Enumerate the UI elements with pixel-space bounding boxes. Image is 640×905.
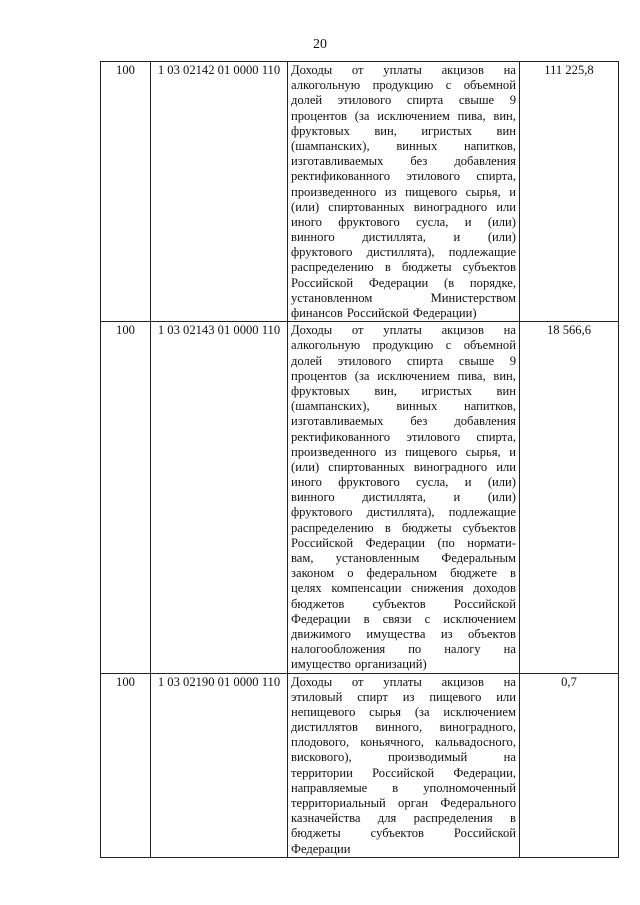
- word: игристых: [421, 383, 473, 398]
- word: произведенного: [291, 184, 377, 199]
- word: процентов: [291, 368, 347, 383]
- description-line: [291, 475, 516, 490]
- description-line: [291, 781, 516, 796]
- word: Доходы: [291, 63, 333, 77]
- word: этилового: [406, 429, 460, 444]
- amount-cell: 18 566,6: [520, 322, 619, 673]
- word: подлежащие: [448, 505, 516, 520]
- word: субъектов: [372, 596, 426, 611]
- word: на: [503, 674, 516, 689]
- word: Доходы: [291, 674, 333, 689]
- word: этилового: [406, 169, 460, 184]
- word: Федерации: [291, 841, 351, 856]
- word: Министерством: [430, 290, 516, 305]
- word: с: [445, 78, 452, 93]
- word: фруктового: [291, 505, 353, 520]
- description-line: [291, 826, 516, 841]
- word: вин,: [374, 123, 397, 138]
- word: Федерации,: [453, 765, 516, 780]
- description-line: [291, 169, 516, 184]
- word: пищевого: [405, 184, 458, 199]
- revenue-name-cell: [288, 62, 520, 322]
- word: бюджетов: [291, 596, 345, 611]
- word: вин: [496, 123, 516, 138]
- description-line: [291, 200, 516, 215]
- word: исключением: [443, 704, 516, 719]
- word: уплаты: [383, 674, 422, 689]
- word: в: [392, 780, 399, 795]
- word: распределению: [291, 260, 374, 275]
- amount-cell: 0,7: [520, 673, 619, 857]
- word: бюджеты: [401, 260, 452, 275]
- word: исключением: [377, 108, 450, 123]
- word: вин,: [493, 108, 516, 123]
- word: (в: [444, 275, 455, 290]
- word: дистиллята),: [366, 505, 435, 520]
- description-line: [291, 369, 516, 384]
- word: (за: [354, 368, 370, 383]
- description-line: [291, 842, 516, 857]
- word: организаций): [354, 657, 427, 672]
- word: продукцию: [372, 78, 434, 93]
- word: бюджеты: [401, 520, 452, 535]
- word: сырья,: [465, 184, 501, 199]
- description-line: [291, 627, 516, 642]
- word: спирт: [357, 689, 388, 704]
- word: игристых: [421, 123, 473, 138]
- word: виноградного: [413, 199, 488, 214]
- word: 9: [509, 93, 516, 108]
- description-line: [291, 750, 516, 765]
- word: из: [384, 444, 397, 459]
- description-line: [291, 597, 516, 612]
- word: дистиллятов: [291, 720, 358, 735]
- word: плодового,: [291, 735, 350, 750]
- word: в: [510, 811, 516, 826]
- word: нормати-: [467, 535, 516, 550]
- description-line: [291, 323, 516, 338]
- word: Российской: [346, 306, 409, 320]
- word: и: [509, 444, 516, 459]
- word: этилового: [337, 93, 392, 108]
- word: из: [440, 626, 453, 641]
- description-line: [291, 720, 516, 735]
- description-line: [291, 690, 516, 705]
- word: алкогольную: [291, 338, 361, 353]
- word: виноградного: [413, 459, 488, 474]
- word: движимого: [291, 626, 351, 641]
- word: из: [402, 689, 415, 704]
- word: вин,: [493, 368, 516, 383]
- description-line: [291, 154, 516, 169]
- word: непищевого: [291, 704, 356, 719]
- word: фруктовых: [291, 383, 350, 398]
- word: (за: [414, 704, 430, 719]
- word: винного: [291, 490, 335, 505]
- word: казначейства: [291, 811, 361, 826]
- admin-code-cell: 100: [101, 673, 151, 857]
- description-line: [291, 93, 516, 108]
- word: компенсации: [331, 581, 402, 596]
- description-line: [291, 657, 516, 672]
- word: или: [496, 199, 516, 214]
- word: фруктового: [338, 475, 400, 490]
- word: винного,: [375, 720, 423, 735]
- word: уплаты: [383, 323, 422, 338]
- word: в: [384, 520, 391, 535]
- description-line: [291, 414, 516, 429]
- amount-cell: 111 225,8: [520, 62, 619, 322]
- word: сырья,: [465, 444, 501, 459]
- word: имущества: [366, 626, 426, 641]
- word: акцизов: [441, 323, 484, 338]
- word: на: [503, 750, 516, 765]
- description-line: [291, 139, 516, 154]
- word: Российской: [453, 826, 516, 841]
- word: и: [464, 214, 472, 229]
- word: субъектов: [462, 260, 516, 275]
- word: вин: [496, 383, 516, 398]
- description-line: [291, 766, 516, 781]
- word: налогообложения: [291, 642, 386, 657]
- word: (шампанских),: [291, 399, 370, 414]
- kbk-code-cell: 1 03 02142 01 0000 110: [151, 62, 288, 322]
- table-row: [101, 673, 619, 857]
- word: производимый: [388, 750, 468, 765]
- word: для: [377, 811, 397, 826]
- word: и: [509, 184, 516, 199]
- word: федеральном: [366, 566, 437, 581]
- word: долей: [291, 353, 323, 368]
- word: установленным: [335, 551, 420, 565]
- word: объемной: [463, 338, 516, 353]
- word: исключением: [443, 611, 516, 626]
- word: пива,: [457, 368, 486, 383]
- word: фруктового: [291, 245, 353, 260]
- revenue-table: [100, 61, 619, 858]
- word: (шампанских),: [291, 138, 370, 153]
- word: законом: [291, 566, 335, 581]
- word: и: [453, 490, 461, 505]
- word: спиртованных: [328, 199, 405, 214]
- description-line: [291, 430, 516, 445]
- word: от: [351, 323, 364, 338]
- kbk-code-cell: 1 03 02143 01 0000 110: [151, 322, 288, 673]
- description-line: [291, 230, 516, 245]
- word: дистиллята,: [362, 230, 426, 245]
- description-line: [291, 612, 516, 627]
- word: (или): [487, 475, 516, 490]
- word: без: [410, 154, 428, 169]
- word: в: [510, 566, 516, 581]
- word: фруктового: [338, 214, 400, 229]
- word: Федерации): [412, 306, 477, 320]
- word: Федерации: [368, 275, 429, 290]
- description-line: [291, 460, 516, 475]
- word: связи: [382, 611, 412, 626]
- word: произведенного: [291, 444, 377, 459]
- word: винного: [291, 230, 335, 245]
- word: территориальный: [291, 796, 386, 810]
- description-line: [291, 735, 516, 750]
- word: Федеральным: [441, 551, 516, 565]
- word: пива,: [457, 108, 486, 123]
- word: сусла,: [416, 475, 449, 490]
- word: бюджете: [450, 566, 497, 581]
- word: спирта,: [476, 169, 516, 184]
- word: сырья: [369, 704, 402, 719]
- word: на: [503, 323, 516, 338]
- word: 9: [509, 353, 516, 368]
- word: о: [347, 566, 354, 581]
- description-line: [291, 796, 516, 811]
- word: добавления: [454, 414, 516, 429]
- word: (или): [291, 459, 320, 474]
- word: с: [424, 611, 431, 626]
- word: имущество: [291, 657, 351, 672]
- word: бюджеты: [291, 826, 341, 841]
- word: добавления: [454, 154, 516, 169]
- word: уполномоченный: [423, 780, 516, 795]
- word: вин,: [374, 383, 397, 398]
- description-line: [291, 675, 516, 690]
- word: Российской: [291, 275, 354, 290]
- description-line: [291, 705, 516, 720]
- description-line: [291, 581, 516, 596]
- revenue-name-cell: [288, 322, 520, 673]
- word: фруктовых: [291, 123, 350, 138]
- description-line: [291, 78, 516, 93]
- word: Федерального: [440, 796, 516, 810]
- word: или: [496, 689, 516, 704]
- word: виноградного,: [439, 720, 516, 735]
- word: спирта,: [476, 429, 516, 444]
- word: финансов: [291, 306, 343, 320]
- description-line: [291, 521, 516, 536]
- word: этилового: [337, 353, 392, 368]
- word: и: [453, 230, 461, 245]
- description-line: [291, 63, 516, 78]
- description-line: [291, 245, 516, 260]
- description-line: [291, 185, 516, 200]
- description-line: [291, 505, 516, 520]
- word: (или): [487, 214, 516, 229]
- word: ректификованного: [291, 169, 391, 184]
- word: без: [410, 414, 428, 429]
- word: в: [363, 611, 370, 626]
- word: снижения: [411, 581, 464, 596]
- description-line: [291, 306, 516, 321]
- word: Российской: [453, 596, 516, 611]
- word: долей: [291, 93, 323, 108]
- word: объемной: [463, 78, 516, 93]
- word: направляемые: [291, 780, 368, 795]
- description-line: [291, 354, 516, 369]
- description-line: [291, 276, 516, 291]
- admin-code-cell: 100: [101, 322, 151, 673]
- word: дистиллята,: [362, 490, 426, 505]
- description-line: [291, 109, 516, 124]
- word: доходов: [473, 581, 516, 596]
- description-line: [291, 124, 516, 139]
- word: в: [384, 260, 391, 275]
- word: акцизов: [441, 63, 484, 77]
- word: спиртованных: [328, 459, 405, 474]
- description-line: [291, 260, 516, 275]
- word: коньячного,: [360, 735, 424, 750]
- table-row: [101, 322, 619, 673]
- kbk-code-cell: 1 03 02190 01 0000 110: [151, 673, 288, 857]
- word: субъектов: [370, 826, 424, 841]
- description-line: [291, 215, 516, 230]
- word: и: [464, 475, 472, 490]
- word: по: [408, 642, 422, 657]
- word: дистиллята),: [366, 245, 435, 260]
- word: акцизов: [441, 674, 484, 689]
- description-line: [291, 551, 516, 566]
- word: продукцию: [372, 338, 434, 353]
- word: вам,: [291, 551, 314, 565]
- word: вискового),: [291, 750, 352, 765]
- word: налогу: [444, 642, 481, 657]
- word: (или): [291, 199, 320, 214]
- word: свыше: [458, 353, 495, 368]
- word: спирта: [406, 93, 444, 108]
- word: объектов: [467, 626, 516, 641]
- word: ректификованного: [291, 429, 391, 444]
- word: целях: [291, 581, 322, 596]
- word: пищевого: [429, 689, 482, 704]
- description-line: [291, 811, 516, 826]
- word: изготавливаемых: [291, 414, 384, 429]
- word: порядке,: [469, 275, 516, 290]
- description-line: [291, 566, 516, 581]
- revenue-name-cell: [288, 673, 520, 857]
- word: распределения: [413, 811, 493, 826]
- description-line: [291, 536, 516, 551]
- word: территории: [291, 765, 353, 780]
- word: субъектов: [462, 520, 516, 535]
- word: Федерации: [291, 611, 351, 626]
- word: сусла,: [416, 214, 449, 229]
- description-line: [291, 291, 516, 306]
- word: винных: [396, 138, 438, 153]
- word: свыше: [458, 93, 495, 108]
- word: пищевого: [405, 444, 458, 459]
- description-line: [291, 490, 516, 505]
- word: распределению: [291, 520, 374, 535]
- word: или: [496, 459, 516, 474]
- word: Доходы: [291, 323, 333, 338]
- word: спирта: [406, 353, 444, 368]
- word: от: [351, 63, 364, 77]
- word: винных: [396, 399, 438, 414]
- word: из: [384, 184, 397, 199]
- word: орган: [398, 796, 429, 810]
- word: напитков,: [463, 138, 516, 153]
- word: кальвадосного,: [435, 735, 516, 750]
- word: изготавливаемых: [291, 154, 384, 169]
- word: напитков,: [463, 399, 516, 414]
- word: на: [503, 63, 516, 77]
- description-line: [291, 445, 516, 460]
- word: (или): [487, 490, 516, 505]
- word: иного: [291, 475, 322, 490]
- word: установленном: [291, 290, 373, 305]
- word: иного: [291, 214, 322, 229]
- word: Российской: [291, 535, 354, 550]
- word: (за: [354, 108, 370, 123]
- word: (или): [487, 230, 516, 245]
- word: подлежащие: [448, 245, 516, 260]
- word: на: [503, 642, 516, 657]
- admin-code-cell: 100: [101, 62, 151, 322]
- description-line: [291, 399, 516, 414]
- table-row: [101, 62, 619, 322]
- word: (по: [437, 535, 455, 550]
- page-number: 20: [313, 37, 327, 52]
- word: этиловый: [291, 689, 343, 704]
- word: исключением: [377, 368, 450, 383]
- description-line: [291, 338, 516, 353]
- word: процентов: [291, 108, 347, 123]
- word: уплаты: [383, 63, 422, 77]
- word: от: [351, 674, 364, 689]
- description-line: [291, 642, 516, 657]
- word: алкогольную: [291, 78, 361, 93]
- word: Российской: [372, 765, 435, 780]
- word: с: [445, 338, 452, 353]
- description-line: [291, 384, 516, 399]
- word: Федерации: [365, 535, 426, 550]
